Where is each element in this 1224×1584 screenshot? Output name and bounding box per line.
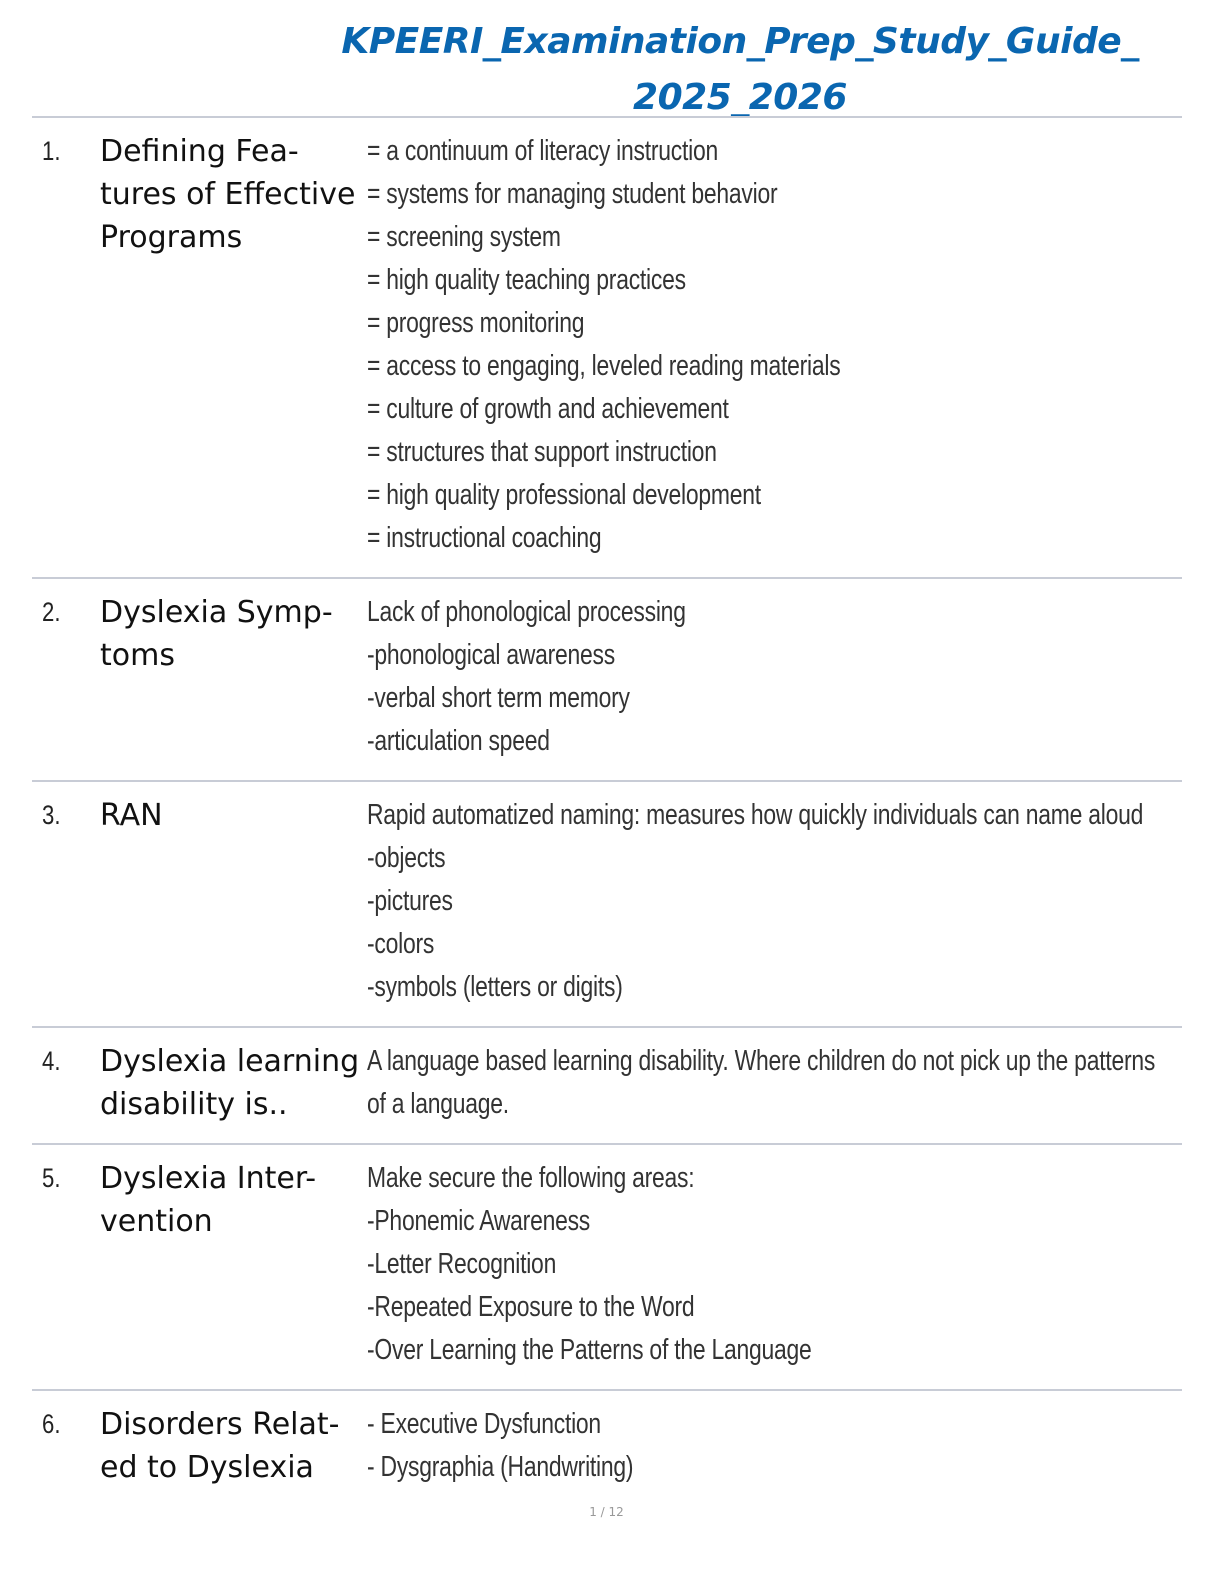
entry-term: Dyslexia Symp- toms — [100, 595, 333, 673]
divider — [32, 1389, 1182, 1391]
entry-term: Defining Fea- tures of Effective Programs — [100, 134, 356, 255]
entry-term: Disorders Relat- ed to Dyslexia — [100, 1407, 340, 1485]
divider — [32, 116, 1182, 118]
entry-definition: Make secure the following areas: -Phonemic Awareness -Letter Recognition -Repeated Exposure to the Word -Over Learning the Patterns of the Language — [367, 1162, 812, 1366]
entry-definition: Rapid automatized naming: measures how quickly individuals can name aloud -objects -pictures -colors -symbols (letters or digits) — [367, 799, 1144, 1003]
title-line-2: 2025_2026 — [633, 77, 847, 118]
entry-term: RAN — [100, 798, 163, 833]
page-indicator: 1 / 12 — [589, 1505, 624, 1519]
entry-number: 6. — [42, 1409, 61, 1439]
entry-number: 4. — [42, 1046, 61, 1076]
divider — [32, 1143, 1182, 1145]
title-line-1: KPEERI_Examination_Prep_Study_Guide_ — [341, 21, 1139, 62]
entry-definition: - Executive Dysfunction - Dysgraphia (Handwriting) — [367, 1408, 634, 1483]
entry-term: Dyslexia Inter- vention — [100, 1161, 317, 1239]
entry-number: 5. — [42, 1163, 61, 1193]
entry-number: 3. — [42, 800, 61, 830]
divider — [32, 577, 1182, 579]
entry-number: 1. — [42, 136, 61, 166]
entry-definition: A language based learning disability. Where children do not pick up the patterns of a language. — [367, 1045, 1156, 1120]
divider — [32, 1026, 1182, 1028]
divider — [32, 780, 1182, 782]
entry-term: Dyslexia learning disability is.. — [100, 1044, 360, 1122]
document-title — [300, 14, 1180, 126]
entry-number: 2. — [42, 597, 61, 627]
entry-definition: Lack of phonological processing -phonological awareness -verbal short term memory -articulation speed — [367, 596, 686, 757]
entry-definition: = a continuum of literacy instruction = systems for managing student behavior = screening system = high quality teaching practices = progress monitoring = access to engaging, leveled reading materials = culture of growth and achievement = structures that support instruction = high quality professional development = instructional coaching — [367, 135, 841, 554]
